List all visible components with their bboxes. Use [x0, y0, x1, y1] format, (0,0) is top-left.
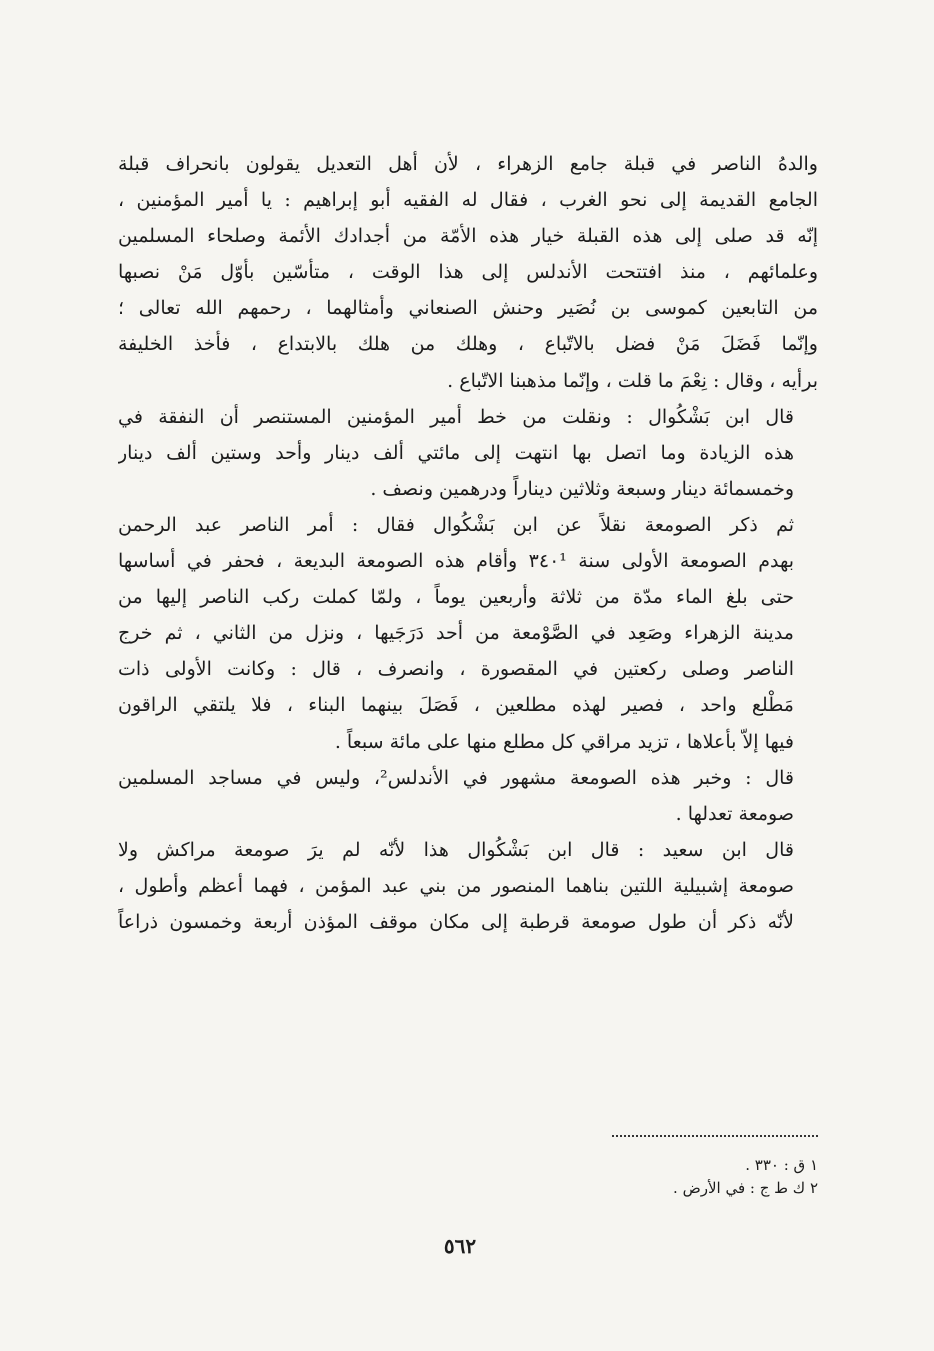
- text-line: وإنّما فَضَلَ مَنْ فضل بالاتّباع ، وهلك من هلك بالابتداع ، فأخذ الخليفة: [118, 333, 818, 356]
- text-line: بهدم الصومعة الأولى سنة ٣٤٠¹ وأقام هذه الصومعة البديعة ، فحفر في أساسها: [118, 550, 794, 573]
- footnote-divider: [612, 1135, 818, 1137]
- footnote-1: ١ ق : ٣٣٠ .: [745, 1156, 818, 1174]
- text-line: مَطْلع واحد ، فصير لهذه مطلعين ، فَصَلَ بينهما البناء ، فلا يلتقي الراقون: [118, 694, 794, 717]
- text-line: هذه الزيادة وما اتصل بها انتهت إلى مائتي ألف دينار وأحد وستين ألف دينار: [118, 441, 794, 464]
- text-line: وخمسمائة دينار وسبعة وثلاثين ديناراً ودرهمين ونصف .: [370, 477, 794, 500]
- footnote-2: ٢ ك ط ج : في الأرض .: [673, 1179, 818, 1197]
- text-line: قال ابن بَشْكُوال : ونقلت من خط أمير المؤمنين المستنصر أن النفقة في: [118, 405, 794, 428]
- paragraph-1: [118, 146, 818, 399]
- body-text: [118, 146, 818, 940]
- text-line: الناصر وصلى ركعتين في المقصورة ، وانصرف ، قال : وكانت الأولى ذات: [118, 658, 794, 681]
- text-line: قال : وخبر هذه الصومعة مشهور في الأندلس²، وليس في مساجد المسلمين: [118, 766, 794, 789]
- paragraph-2: [118, 399, 818, 507]
- text-line: الجامع القديمة إلى نحو الغرب ، فقال له الفقيه أبو إبراهيم : يا أمير المؤمنين ،: [118, 189, 818, 212]
- footnotes: [500, 1154, 818, 1200]
- text-line: من التابعين كموسى بن نُصَير وحنش الصنعاني وأمثالهما ، رحمهم الله تعالى ؛: [118, 297, 818, 320]
- text-line: والدهُ الناصر في قبلة جامع الزهراء ، لأن أهل التعديل يقولون بانحراف قبلة: [118, 153, 818, 175]
- text-line: صومعة إشبيلية اللتين بناهما المنصور من بني عبد المؤمن ، فهما أعظم وأطول ،: [118, 874, 794, 897]
- text-line: صومعة تعدلها .: [675, 802, 794, 825]
- text-line: مدينة الزهراء وصَعِد في الصَّوْمعة من أحد دَرَجَيها ، ونزل من الثاني ، ثم خرج: [118, 622, 794, 645]
- paragraph-4: [118, 760, 818, 832]
- text-line: لأنّه ذكر أن طول صومعة قرطبة إلى مكان موقف المؤذن أربعة وخمسون ذراعاً: [118, 910, 794, 933]
- text-line: برأيه ، وقال : نِعْمَ ما قلت ، وإنّما مذهبنا الاتّباع .: [447, 369, 818, 392]
- text-line: حتى بلغ الماء مدّة من ثلاثة وأربعين يوماً ، ولمّا كملت ركب الناصر إليها من: [118, 586, 794, 609]
- text-line: وعلمائهم ، منذ افتتحت الأندلس إلى هذا الوقت ، متأسّين بأوّل مَنْ نصبها: [118, 261, 818, 284]
- paragraph-5: [118, 832, 818, 940]
- text-line: قال ابن سعيد : قال ابن بَشْكُوال هذا لأنّه لم يرَ صومعة مراكش ولا: [118, 838, 794, 861]
- paragraph-3: [118, 507, 818, 760]
- page-number: ٥٦٢: [443, 1234, 477, 1258]
- text-line: ثم ذكر الصومعة نقلاً عن ابن بَشْكُوال فقال : أمر الناصر عبد الرحمن: [118, 513, 794, 536]
- text-line: إنّه قد صلى إلى هذه القبلة خيار هذه الأمّة من أجدادك الأئمة وصلحاء المسلمين: [118, 225, 818, 248]
- text-line: فيها إلاّ بأعلاها ، تزيد مراقي كل مطلع منها على مائة سبعاً .: [334, 730, 794, 753]
